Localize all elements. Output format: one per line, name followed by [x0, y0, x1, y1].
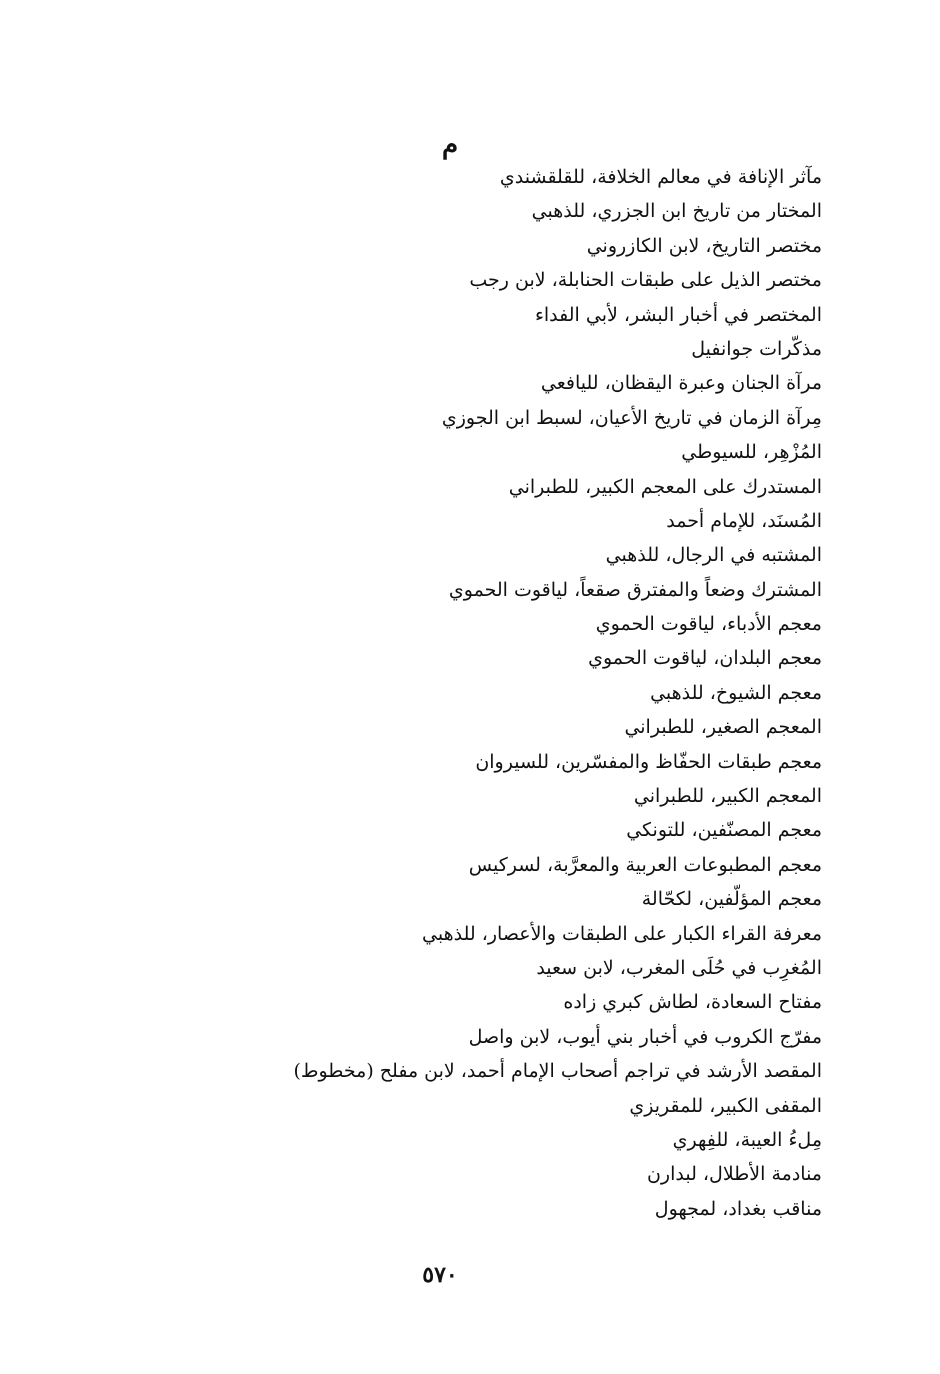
list-item: المختار من تاريخ ابن الجزري، للذهبي [531, 200, 822, 223]
list-item: مِرآة الزمان في تاريخ الأعيان، لسبط ابن الجوزي [441, 406, 822, 429]
list-item: المُغرِب في حُلَى المغرب، لابن سعيد [536, 956, 822, 979]
list-item: معجم البلدان، لياقوت الحموي [588, 647, 822, 670]
list-item: المعجم الكبير، للطبراني [633, 785, 822, 808]
list-item: مذكّرات جوانفيل [691, 337, 822, 360]
page-number: ٥٧٠ [422, 1262, 458, 1288]
list-item: مفرّج الكروب في أخبار بني أيوب، لابن واصل [468, 1025, 822, 1048]
list-item: معرفة القراء الكبار على الطبقات والأعصار، للذهبي [422, 922, 822, 945]
list-item: معجم الشيوخ، للذهبي [650, 681, 822, 704]
list-item: مناقب بغداد، لمجهول [654, 1197, 822, 1220]
list-item: مِلءُ العيبة، للفِهري [672, 1128, 822, 1151]
list-item: معجم المطبوعات العربية والمعرَّبة، لسركيس [468, 853, 822, 876]
list-item: المشتبه في الرجال، للذهبي [605, 544, 822, 567]
list-item: مرآة الجنان وعبرة اليقظان، لليافعي [540, 372, 822, 395]
list-item: المعجم الصغير، للطبراني [624, 716, 822, 739]
list-item: المشترك وضعاً والمفترق صقعاً، لياقوت الحموي [448, 578, 822, 601]
list-item: مآثر الإنافة في معالم الخلافة، للقلقشندي [499, 166, 822, 188]
list-item: مختصر التاريخ، لابن الكازروني [586, 234, 822, 257]
list-item: معجم المؤلّفين، لكحّالة [641, 888, 822, 911]
list-item: مفتاح السعادة، لطاش كبري زاده [563, 991, 822, 1014]
list-item: المقفى الكبير، للمقريزي [629, 1094, 822, 1117]
bibliography-list [162, 160, 822, 1226]
list-item: المقصد الأرشد في تراجم أصحاب الإمام أحمد، لابن مفلح (مخطوط) [293, 1060, 822, 1083]
list-item: معجم الأدباء، لياقوت الحموي [595, 613, 822, 636]
section-letter: م [441, 130, 459, 160]
list-item: المستدرك على المعجم الكبير، للطبراني [508, 475, 822, 498]
list-item: المُزْهِر، للسيوطي [681, 441, 822, 464]
list-item: المختصر في أخبار البشر، لأبي الفداء [534, 303, 822, 326]
list-item: مختصر الذيل على طبقات الحنابلة، لابن رجب [469, 269, 822, 292]
list-item: المُسنَد، للإمام أحمد [666, 509, 822, 532]
list-item: معجم طبقات الحفّاظ والمفسّرين، للسيروان [475, 750, 822, 773]
list-item: منادمة الأطلال، لبدارن [646, 1163, 822, 1186]
list-item: معجم المصنّفين، للتونكي [626, 819, 822, 842]
